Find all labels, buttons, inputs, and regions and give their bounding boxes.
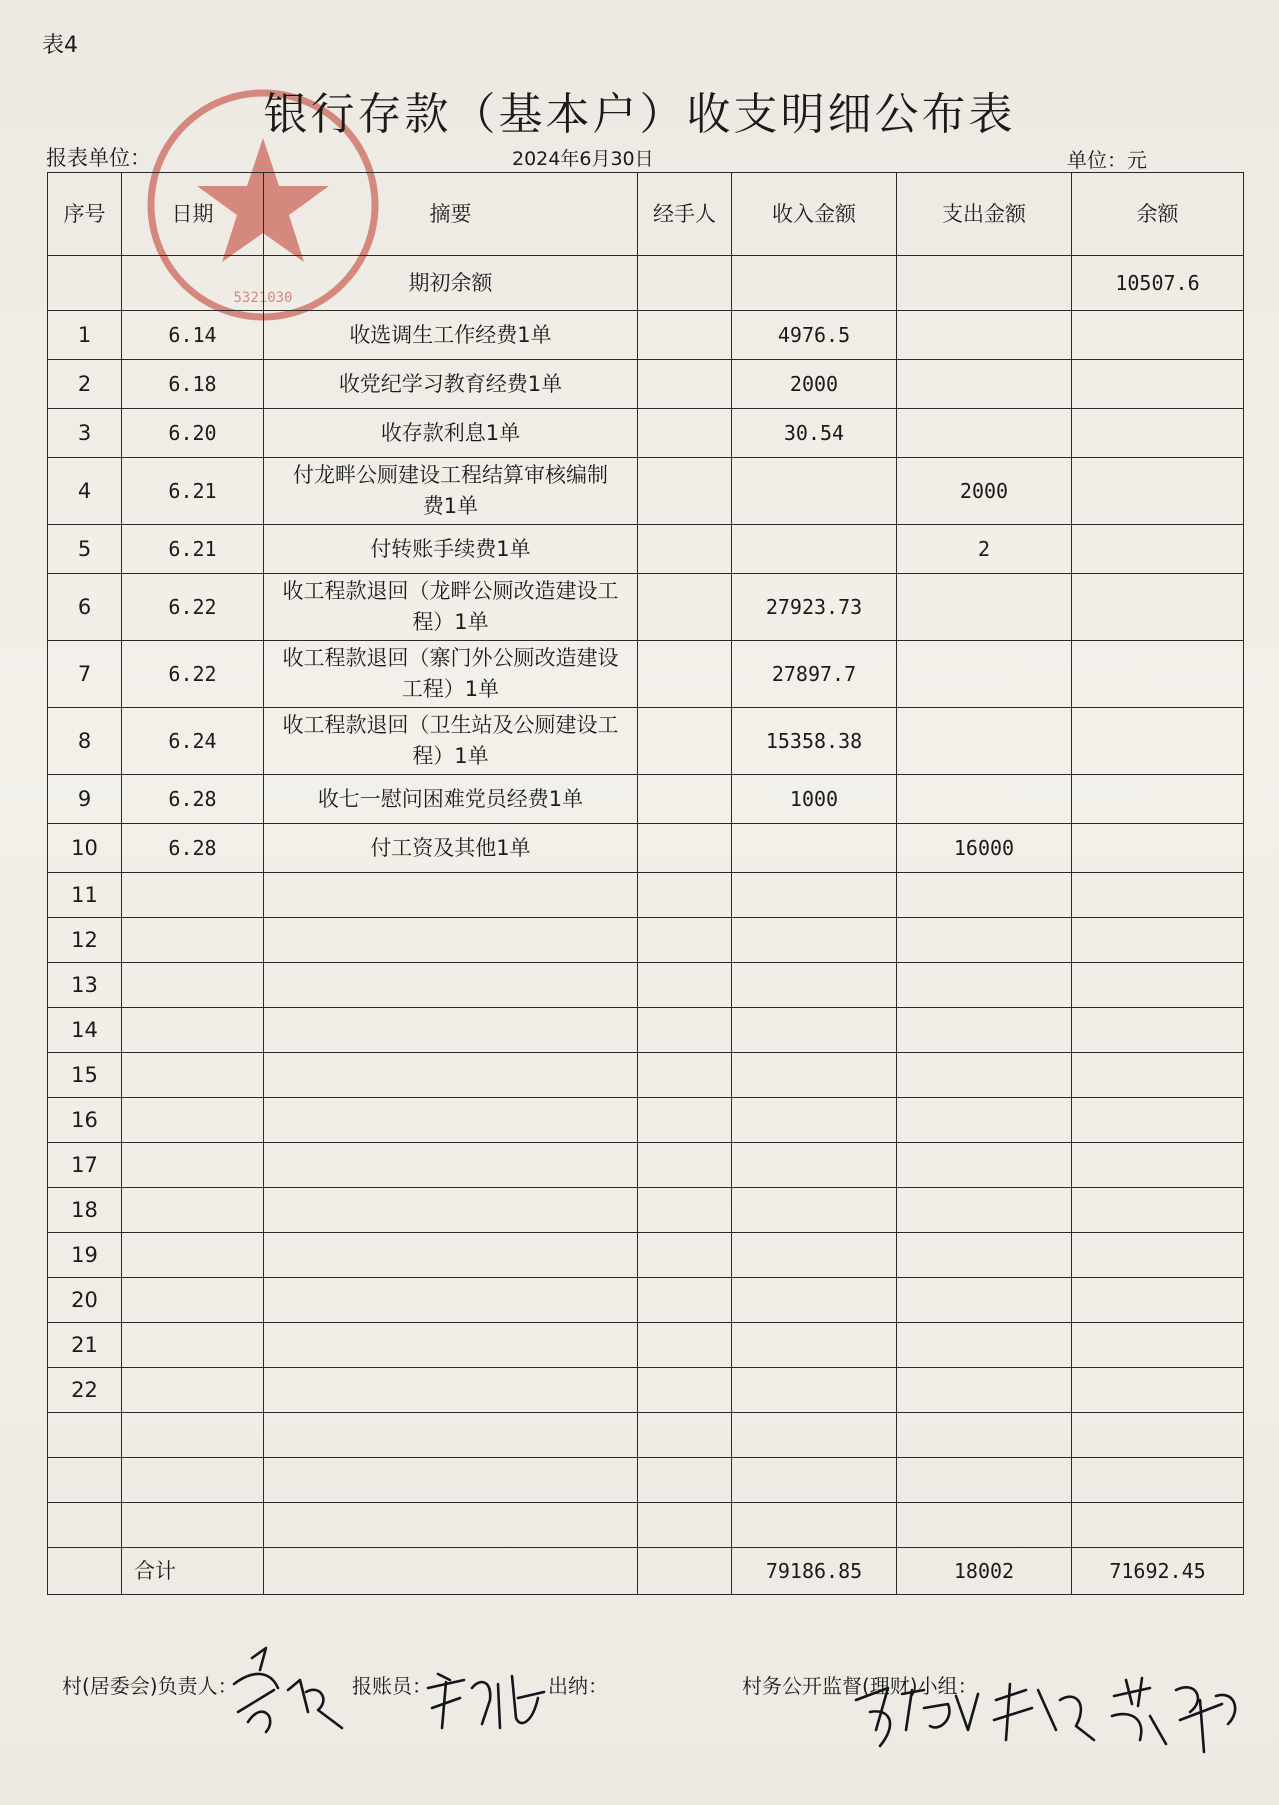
cell-summary: 付工资及其他1单: [264, 824, 638, 873]
supervision-signatures: [850, 1660, 1250, 1760]
cell-empty: [638, 918, 732, 963]
cell-handler: [638, 311, 732, 360]
village-head-label: 村(居委会)负责人：: [62, 1674, 238, 1698]
cell-empty: [264, 1413, 638, 1458]
header-summary: 摘要: [264, 173, 638, 256]
cell-seq: 18: [48, 1188, 122, 1233]
summary-line-1: 收工程款退回（卫生站及公厕建设工: [282, 713, 619, 737]
cell-seq: 14: [48, 1008, 122, 1053]
opening-balance-row: [48, 256, 1244, 311]
cell-empty: [638, 1188, 732, 1233]
cell-empty: [1072, 1008, 1244, 1053]
cell-seq: 9: [48, 775, 122, 824]
cell-seq: [48, 1503, 122, 1548]
cell-empty: [897, 1278, 1072, 1323]
cell-empty: [638, 873, 732, 918]
cell-empty: [264, 1143, 638, 1188]
cell-empty: [897, 1143, 1072, 1188]
cell-seq: [48, 1458, 122, 1503]
cell-summary: [264, 458, 638, 525]
cell-handler: [638, 256, 732, 311]
cell-expense: 2000: [897, 458, 1072, 525]
cell-seq: 11: [48, 873, 122, 918]
cell-empty: [897, 1503, 1072, 1548]
transaction-row: [48, 360, 1244, 409]
cell-handler: [638, 708, 732, 775]
cell-empty: [732, 1413, 897, 1458]
cell-income: 15358.38: [732, 708, 897, 775]
transaction-row: [48, 574, 1244, 641]
header-expense: 支出金额: [897, 173, 1072, 256]
cell-empty: [1072, 1458, 1244, 1503]
cell-seq: 10: [48, 824, 122, 873]
cell-empty: [264, 1098, 638, 1143]
supervision-group-label: 村务公开监督(理财)小组：: [742, 1674, 978, 1698]
cell-balance: [1072, 824, 1244, 873]
cell-summary: [264, 641, 638, 708]
transaction-row: [48, 525, 1244, 574]
cell-empty: [122, 1458, 264, 1503]
cell-summary: 收党纪学习教育经费1单: [264, 360, 638, 409]
cell-date: 6.24: [122, 708, 264, 775]
page-title: 银行存款（基本户）收支明细公布表: [263, 89, 1016, 140]
cell-empty: [732, 1503, 897, 1548]
cell-empty: [897, 1323, 1072, 1368]
cell-summary: 收存款利息1单: [264, 409, 638, 458]
cell-income: 27923.73: [732, 574, 897, 641]
cell-empty: [1072, 1188, 1244, 1233]
cell-empty: [122, 873, 264, 918]
cell-date: 6.21: [122, 458, 264, 525]
opening-balance: 10507.6: [1072, 256, 1244, 311]
opening-label: 期初余额: [264, 256, 638, 311]
cell-empty: [897, 918, 1072, 963]
cell-empty: [264, 918, 638, 963]
cell-income: [732, 256, 897, 311]
header-date: 日期: [122, 173, 264, 256]
cell-empty: [897, 1413, 1072, 1458]
cell-date: 6.20: [122, 409, 264, 458]
cell-empty: [264, 1458, 638, 1503]
cell-empty: [264, 873, 638, 918]
cell-empty: [122, 963, 264, 1008]
empty-row: [48, 1188, 1244, 1233]
cell-balance: [1072, 525, 1244, 574]
cell-empty: [122, 1278, 264, 1323]
cell-summary: [264, 574, 638, 641]
cell-expense: [897, 311, 1072, 360]
cell-empty: [122, 918, 264, 963]
cell-empty: [732, 1098, 897, 1143]
cell-empty: [732, 1008, 897, 1053]
cell-handler: [638, 574, 732, 641]
cell-empty: [1072, 873, 1244, 918]
cell-handler: [638, 409, 732, 458]
transaction-row: [48, 311, 1244, 360]
cell-date: 6.22: [122, 641, 264, 708]
cell-empty: [1072, 1503, 1244, 1548]
cell-seq: 21: [48, 1323, 122, 1368]
header-row: [48, 173, 1244, 256]
cell-income: [732, 458, 897, 525]
cell-summary: 付转账手续费1单: [264, 525, 638, 574]
cell-empty: [638, 1143, 732, 1188]
cell-empty: [897, 1188, 1072, 1233]
cell-empty: [122, 1008, 264, 1053]
cell-empty: [732, 918, 897, 963]
cell-empty: [638, 1323, 732, 1368]
summary-line-1: 收工程款退回（寨门外公厕改造建设: [282, 646, 619, 670]
total-balance: 71692.45: [1072, 1548, 1244, 1595]
cell-date: 6.18: [122, 360, 264, 409]
cell-empty: [1072, 1278, 1244, 1323]
cell-summary: 收选调生工作经费1单: [264, 311, 638, 360]
total-expense: 18002: [897, 1548, 1072, 1595]
cell-empty: [1072, 1323, 1244, 1368]
ledger-table: [47, 172, 1244, 1595]
cell-date: 6.28: [122, 824, 264, 873]
cell-seq: 2: [48, 360, 122, 409]
cell-empty: [1072, 1233, 1244, 1278]
reporting-unit-label: 报表单位：: [46, 146, 151, 170]
cell-empty: [638, 1008, 732, 1053]
cell-empty: [732, 1368, 897, 1413]
cell-empty: [732, 1233, 897, 1278]
cell-empty: [897, 1458, 1072, 1503]
total-row: [48, 1548, 1244, 1595]
header-handler: 经手人: [638, 173, 732, 256]
cell-empty: [1072, 1098, 1244, 1143]
cell-date: [122, 256, 264, 311]
cell-empty: [897, 1053, 1072, 1098]
transaction-row: [48, 641, 1244, 708]
cell-empty: [264, 1188, 638, 1233]
cell-handler: [638, 824, 732, 873]
cell-empty: [122, 1368, 264, 1413]
summary-line-1: 收工程款退回（龙畔公厕改造建设工: [282, 579, 619, 603]
cell-balance: [1072, 775, 1244, 824]
empty-row: [48, 1503, 1244, 1548]
header-balance: 余额: [1072, 173, 1244, 256]
cell-seq: 22: [48, 1368, 122, 1413]
transaction-row: [48, 824, 1244, 873]
empty-row: [48, 1008, 1244, 1053]
cell-seq: 1: [48, 311, 122, 360]
cell-empty: [638, 1053, 732, 1098]
cell-empty: [897, 1008, 1072, 1053]
cell-empty: [638, 963, 732, 1008]
cell-date: 6.22: [122, 574, 264, 641]
empty-row: [48, 918, 1244, 963]
form-number: 表4: [42, 33, 78, 58]
cell-empty: [732, 1323, 897, 1368]
cell-empty: [732, 1053, 897, 1098]
cell-income: [732, 824, 897, 873]
empty-row: [48, 1053, 1244, 1098]
cell-empty: [1072, 1368, 1244, 1413]
cell-handler: [638, 525, 732, 574]
cell-empty: [264, 1053, 638, 1098]
cell-expense: 2: [897, 525, 1072, 574]
cell-balance: [1072, 708, 1244, 775]
cell-empty: [122, 1188, 264, 1233]
cell-summary: [264, 1548, 638, 1595]
cell-handler: [638, 1548, 732, 1595]
cell-seq: [48, 1548, 122, 1595]
cell-summary: [264, 708, 638, 775]
transaction-row: [48, 708, 1244, 775]
cell-income: 2000: [732, 360, 897, 409]
cell-empty: [264, 1233, 638, 1278]
cell-expense: [897, 641, 1072, 708]
cell-empty: [264, 963, 638, 1008]
cell-empty: [122, 1503, 264, 1548]
cell-empty: [122, 1098, 264, 1143]
total-label: 合计: [122, 1548, 264, 1595]
cell-balance: [1072, 574, 1244, 641]
cell-empty: [122, 1233, 264, 1278]
cell-empty: [264, 1278, 638, 1323]
cell-empty: [122, 1053, 264, 1098]
bookkeeper-signature: [420, 1658, 550, 1738]
cell-empty: [897, 963, 1072, 1008]
cell-income: 30.54: [732, 409, 897, 458]
cell-balance: [1072, 458, 1244, 525]
cell-seq: 5: [48, 525, 122, 574]
summary-line-2: 费1单: [422, 494, 479, 518]
cell-seq: 17: [48, 1143, 122, 1188]
cell-expense: [897, 775, 1072, 824]
cell-empty: [1072, 1053, 1244, 1098]
empty-row: [48, 1458, 1244, 1503]
cell-seq: 13: [48, 963, 122, 1008]
cell-handler: [638, 775, 732, 824]
cell-seq: 8: [48, 708, 122, 775]
cell-empty: [264, 1323, 638, 1368]
cell-seq: 12: [48, 918, 122, 963]
cell-balance: [1072, 641, 1244, 708]
cell-empty: [638, 1503, 732, 1548]
cell-empty: [732, 873, 897, 918]
transaction-row: [48, 409, 1244, 458]
empty-row: [48, 1278, 1244, 1323]
cell-empty: [897, 1368, 1072, 1413]
cell-expense: [897, 708, 1072, 775]
cell-empty: [897, 1098, 1072, 1143]
cell-seq: 6: [48, 574, 122, 641]
transaction-row: [48, 775, 1244, 824]
cell-empty: [122, 1413, 264, 1458]
empty-row: [48, 1368, 1244, 1413]
cell-empty: [732, 1278, 897, 1323]
cell-handler: [638, 458, 732, 525]
cell-empty: [1072, 918, 1244, 963]
cell-empty: [122, 1143, 264, 1188]
empty-row: [48, 873, 1244, 918]
cell-date: 6.14: [122, 311, 264, 360]
header-seq: 序号: [48, 173, 122, 256]
cell-empty: [638, 1413, 732, 1458]
cell-empty: [264, 1008, 638, 1053]
empty-row: [48, 963, 1244, 1008]
cell-handler: [638, 641, 732, 708]
empty-row: [48, 1098, 1244, 1143]
cell-seq: 7: [48, 641, 122, 708]
cell-seq: [48, 256, 122, 311]
report-date: 2024年6月30日: [512, 148, 654, 170]
cell-summary: 收七一慰问困难党员经费1单: [264, 775, 638, 824]
total-income: 79186.85: [732, 1548, 897, 1595]
summary-line-2: 工程）1单: [401, 677, 500, 701]
cell-empty: [638, 1098, 732, 1143]
cell-seq: 19: [48, 1233, 122, 1278]
cell-balance: [1072, 409, 1244, 458]
cashier-label: 出纳：: [548, 1674, 608, 1698]
empty-row: [48, 1413, 1244, 1458]
cell-date: 6.21: [122, 525, 264, 574]
cell-empty: [1072, 963, 1244, 1008]
cell-income: 27897.7: [732, 641, 897, 708]
cell-income: 1000: [732, 775, 897, 824]
cell-expense: [897, 256, 1072, 311]
bookkeeper-label: 报账员：: [352, 1674, 432, 1698]
cell-expense: [897, 409, 1072, 458]
summary-line-2: 程）1单: [412, 610, 489, 634]
cell-balance: [1072, 311, 1244, 360]
summary-line-1: 付龙畔公厕建设工程结算审核编制: [293, 463, 608, 487]
cell-expense: [897, 574, 1072, 641]
cell-seq: 4: [48, 458, 122, 525]
summary-line-2: 程）1单: [412, 744, 489, 768]
cell-seq: 20: [48, 1278, 122, 1323]
village-head-signature: [222, 1640, 352, 1740]
cell-balance: [1072, 360, 1244, 409]
cell-empty: [264, 1368, 638, 1413]
empty-row: [48, 1233, 1244, 1278]
cell-empty: [122, 1323, 264, 1368]
cell-income: [732, 525, 897, 574]
cell-empty: [732, 1143, 897, 1188]
cell-empty: [638, 1278, 732, 1323]
cell-date: 6.28: [122, 775, 264, 824]
cell-seq: [48, 1413, 122, 1458]
header-income: 收入金额: [732, 173, 897, 256]
transaction-row: [48, 458, 1244, 525]
cell-empty: [638, 1368, 732, 1413]
cell-empty: [264, 1503, 638, 1548]
cell-empty: [638, 1458, 732, 1503]
empty-row: [48, 1143, 1244, 1188]
cell-empty: [1072, 1143, 1244, 1188]
cell-expense: 16000: [897, 824, 1072, 873]
empty-row: [48, 1323, 1244, 1368]
cell-seq: 3: [48, 409, 122, 458]
cell-handler: [638, 360, 732, 409]
currency-unit-label: 单位：元: [1067, 148, 1147, 172]
cell-empty: [897, 873, 1072, 918]
cell-empty: [732, 1458, 897, 1503]
cell-expense: [897, 360, 1072, 409]
cell-empty: [732, 963, 897, 1008]
cell-empty: [638, 1233, 732, 1278]
cell-seq: 16: [48, 1098, 122, 1143]
cell-empty: [732, 1188, 897, 1233]
stamp-serial: 5321030: [233, 290, 293, 306]
cell-empty: [1072, 1413, 1244, 1458]
cell-empty: [897, 1233, 1072, 1278]
cell-income: 4976.5: [732, 311, 897, 360]
cell-seq: 15: [48, 1053, 122, 1098]
